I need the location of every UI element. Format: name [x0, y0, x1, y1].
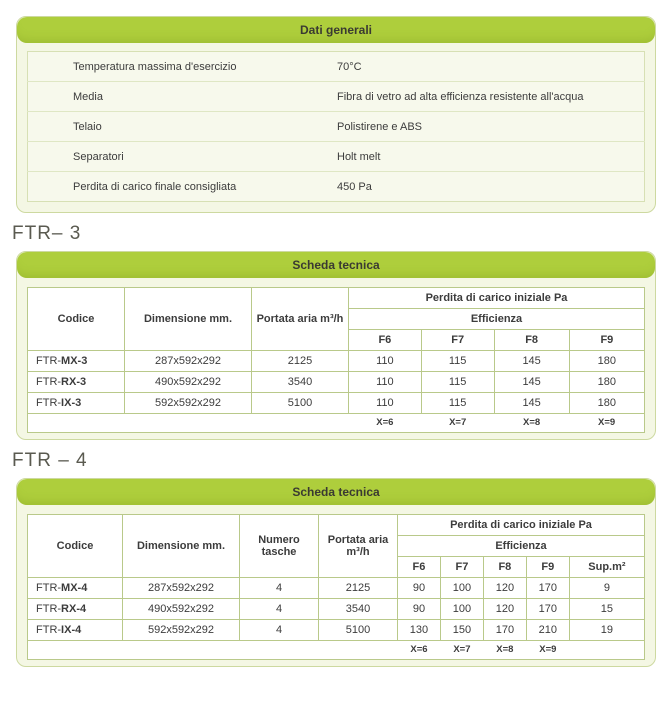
ftr3-table-wrap	[17, 278, 655, 439]
header-codice: Codice	[28, 515, 123, 578]
cell-f6: 130	[398, 620, 441, 641]
header-efficienza: Efficienza	[349, 309, 645, 330]
ftr4-table-wrap	[17, 505, 655, 666]
cell-f9: 180	[569, 372, 644, 393]
legend-f7: X=7	[449, 417, 467, 428]
code-suffix: RX-4	[61, 603, 87, 615]
cell-f9: 180	[569, 393, 644, 414]
row-value: Fibra di vetro ad alta efficienza resistente all'acqua	[331, 82, 645, 112]
legend-f8: X=8	[523, 417, 541, 428]
header-efficienza: Efficienza	[398, 536, 645, 557]
section-title-ftr4: FTR – 4	[12, 450, 88, 471]
code-suffix: IX-4	[61, 624, 82, 636]
legend-spacer	[125, 414, 252, 433]
legend-spacer	[569, 641, 644, 660]
cell-f6: 110	[349, 351, 422, 372]
cell-f8: 120	[483, 578, 526, 599]
legend-f9: X=9	[598, 417, 616, 428]
dati-generali-title: Dati generali	[17, 17, 655, 43]
cell-tasche: 4	[240, 578, 319, 599]
header-f7: F7	[421, 330, 494, 351]
table-header-row	[28, 515, 645, 536]
cell-portata: 3540	[319, 599, 398, 620]
ftr3-panel-title: Scheda tecnica	[17, 252, 655, 278]
row-value: Holt melt	[331, 142, 645, 172]
code-prefix: FTR-	[36, 397, 62, 409]
row-label: Perdita di carico finale consigliata	[73, 180, 237, 193]
header-f9: F9	[569, 330, 644, 351]
table-row	[28, 578, 645, 599]
header-perdita: Perdita di carico iniziale Pa	[398, 515, 645, 536]
cell-f7: 100	[440, 599, 483, 620]
header-f7: F7	[440, 557, 483, 578]
section-title-ftr3: FTR– 3	[12, 223, 82, 244]
header-dimensione: Dimensione mm.	[123, 515, 240, 578]
cell-f8: 145	[494, 372, 569, 393]
table-row	[28, 112, 645, 142]
header-perdita: Perdita di carico iniziale Pa	[349, 288, 645, 309]
cell-f7: 115	[421, 372, 494, 393]
cell-tasche: 4	[240, 620, 319, 641]
cell-dimensione: 592x592x292	[125, 393, 252, 414]
table-row-legend	[28, 641, 645, 660]
code-prefix: FTR-	[36, 376, 62, 388]
legend-f7: X=7	[453, 644, 471, 655]
row-value: 70°C	[331, 52, 645, 82]
dati-generali-table	[27, 51, 645, 202]
code-prefix: FTR-	[36, 603, 62, 615]
cell-f9: 170	[526, 599, 569, 620]
cell-portata: 2125	[319, 578, 398, 599]
legend-spacer	[252, 414, 349, 433]
cell-f9: 170	[526, 578, 569, 599]
table-header-row	[28, 288, 645, 309]
cell-portata: 5100	[319, 620, 398, 641]
cell-codice	[28, 372, 125, 393]
legend-spacer	[28, 414, 125, 433]
cell-f8: 145	[494, 351, 569, 372]
row-label: Media	[28, 82, 332, 112]
code-suffix: MX-4	[61, 582, 88, 594]
row-value: Polistirene e ABS	[331, 112, 645, 142]
row-label: Temperatura massima d'esercizio	[28, 52, 332, 82]
cell-codice	[28, 578, 123, 599]
code-prefix: FTR-	[36, 624, 62, 636]
cell-f7: 150	[440, 620, 483, 641]
cell-portata: 3540	[252, 372, 349, 393]
row-value: 450 Pa	[337, 180, 372, 193]
row-label: Separatori	[28, 142, 332, 172]
cell-f7: 115	[421, 393, 494, 414]
code-prefix: FTR-	[36, 355, 62, 367]
cell-f6: 90	[398, 578, 441, 599]
header-f8: F8	[494, 330, 569, 351]
cell-f6: 90	[398, 599, 441, 620]
legend-spacer	[123, 641, 240, 660]
cell-dimensione: 287x592x292	[125, 351, 252, 372]
dati-generali-panel	[16, 16, 656, 213]
ftr4-table	[27, 514, 645, 660]
table-row-legend	[28, 414, 645, 433]
legend-f9: X=9	[539, 644, 557, 655]
header-f8: F8	[483, 557, 526, 578]
header-sup: Sup.m²	[569, 557, 644, 578]
legend-f6: X=6	[410, 644, 428, 655]
cell-codice	[28, 599, 123, 620]
cell-f7: 115	[421, 351, 494, 372]
header-f9: F9	[526, 557, 569, 578]
cell-dimensione: 592x592x292	[123, 620, 240, 641]
table-row	[28, 620, 645, 641]
header-dimensione: Dimensione mm.	[125, 288, 252, 351]
cell-dimensione: 490x592x292	[125, 372, 252, 393]
table-row	[28, 351, 645, 372]
table-row	[28, 393, 645, 414]
document-page	[0, 16, 672, 705]
header-f6: F6	[349, 330, 422, 351]
table-row	[28, 82, 645, 112]
header-portata: Portata aria m³/h	[252, 288, 349, 351]
cell-codice	[28, 620, 123, 641]
cell-f9: 180	[569, 351, 644, 372]
cell-f7: 100	[440, 578, 483, 599]
cell-portata: 2125	[252, 351, 349, 372]
legend-spacer	[240, 641, 319, 660]
cell-f8: 170	[483, 620, 526, 641]
cell-codice	[28, 351, 125, 372]
cell-dimensione: 490x592x292	[123, 599, 240, 620]
legend-f8: X=8	[496, 644, 514, 655]
ftr3-panel	[16, 251, 656, 440]
code-prefix: FTR-	[36, 582, 62, 594]
table-row	[28, 142, 645, 172]
cell-sup: 19	[569, 620, 644, 641]
code-suffix: IX-3	[61, 397, 82, 409]
dati-generali-body	[17, 43, 655, 212]
ftr3-table	[27, 287, 645, 433]
cell-f8: 145	[494, 393, 569, 414]
legend-spacer	[319, 641, 398, 660]
cell-tasche: 4	[240, 599, 319, 620]
cell-sup: 15	[569, 599, 644, 620]
ftr4-panel	[16, 478, 656, 667]
table-row	[28, 172, 645, 202]
table-row	[28, 599, 645, 620]
table-row	[28, 372, 645, 393]
header-codice: Codice	[28, 288, 125, 351]
header-portata: Portata aria m³/h	[319, 515, 398, 578]
cell-sup: 9	[569, 578, 644, 599]
header-numero-tasche: Numero tasche	[240, 515, 319, 578]
cell-f6: 110	[349, 393, 422, 414]
row-label: Telaio	[28, 112, 332, 142]
code-suffix: RX-3	[61, 376, 87, 388]
cell-f6: 110	[349, 372, 422, 393]
cell-codice	[28, 393, 125, 414]
cell-f8: 120	[483, 599, 526, 620]
cell-portata: 5100	[252, 393, 349, 414]
header-f6: F6	[398, 557, 441, 578]
legend-spacer	[28, 641, 123, 660]
table-row	[28, 52, 645, 82]
code-suffix: MX-3	[61, 355, 88, 367]
cell-dimensione: 287x592x292	[123, 578, 240, 599]
cell-f9: 210	[526, 620, 569, 641]
ftr4-panel-title: Scheda tecnica	[17, 479, 655, 505]
legend-f6: X=6	[376, 417, 394, 428]
